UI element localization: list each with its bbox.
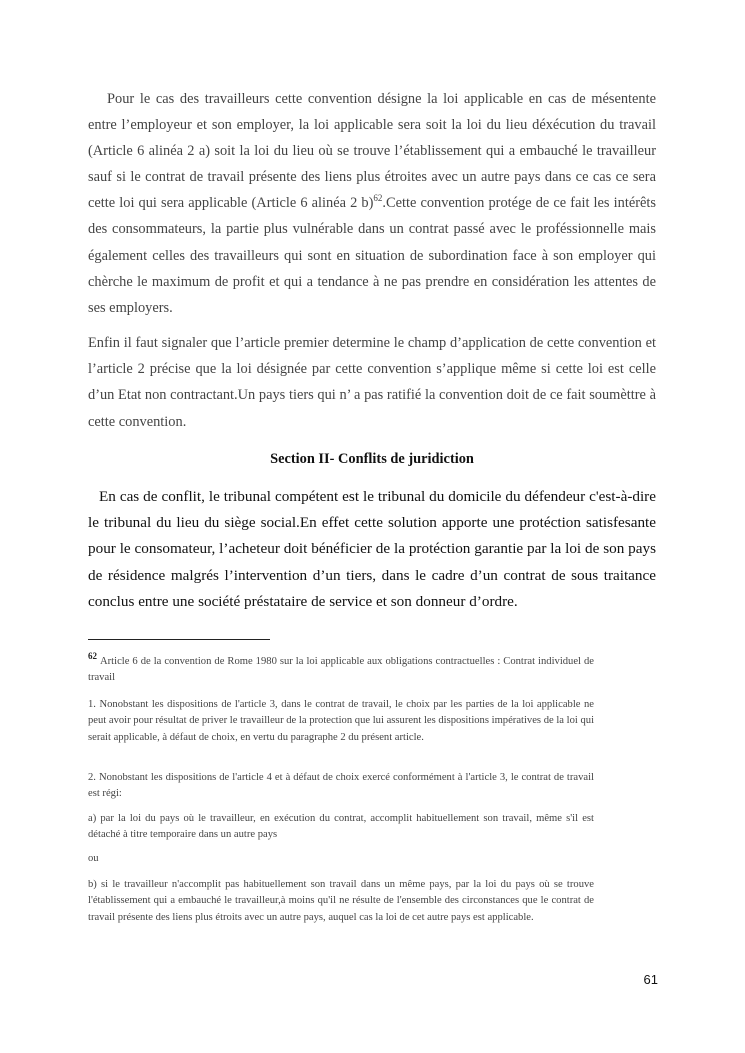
footnote-separator (88, 639, 270, 640)
body-paragraph-2: Enfin il faut signaler que l’article premier determine le champ d’application de cette convention et l’article 2 précise que la loi désignée par cette convention s’applique même si cette loi est celle d’un Etat non contractant.Un pays tiers qui n’ a pas ratifié la convention doit de ce fait soumèttre à cette convention. (88, 335, 656, 430)
footnote-ou: ou (88, 853, 99, 864)
section-heading: Section II- Conflits de juridiction (270, 451, 474, 467)
page-number: 61 (643, 972, 658, 987)
paragraph-1-text-end: .Cette convention protége de ce fait les intérêts des consommateurs, la partie plus vulnérable dans un contrat passé avec le proféssionnelle mais également celles des travailleurs qui sont en situation de subordination face à son employer qui chèrche le maximum de profit et qui a tendance à ne pas prendre en considération les attentes de ses employers. (88, 195, 656, 316)
footnote-item-b: b) si le travailleur n'accomplit pas habituellement son travail dans un même pays, par la loi du pays où se trouve l'établissement qui a embauché le travailleur,à moins qu'il ne résulte de l'ensemble des circonstances que le contrat de travail présente des liens plus étroits avec un autre pays, auquel cas la loi de cet autre pays est applicable. (88, 879, 594, 923)
footnote-item-a: a) par la loi du pays où le travailleur, en exécution du contrat, accomplit habituellement son travail, même s'il est détaché à titre temporaire dans un autre pays (88, 813, 594, 841)
footnote-paragraph-1: 1. Nonobstant les dispositions de l'article 3, dans le contrat de travail, le choix par les parties de la loi applicable ne peut avoir pour résultat de priver le travailleur de la protection que lui assurent les dispositions impératives de la loi qui serait applicable, à défaut de choix, en vertu du paragraphe 2 du présent article. (88, 699, 595, 743)
footnote-intro (88, 651, 594, 687)
footnote-number: 62 (88, 651, 97, 662)
body-paragraph-1 (88, 86, 656, 321)
body-paragraph-3 (88, 484, 656, 615)
paragraph-1-text-start: Pour le cas des travailleurs cette convention désigne la loi applicable en cas de mésentente entre l’employeur et son employer, la loi applicable sera soit la loi du lieu déxécution du travail (Article 6 alinéa 2 a) soit la loi du lieu où se trouve l’établissement qui a embauché le travailleur sauf si le contrat de travail présente des liens plus étroites avec un autre pays dans ce cas ce sera cette loi qui sera applicable (Article 6 alinéa 2 b) (88, 91, 656, 212)
footnote-reference-62[interactable]: 62 (373, 193, 383, 204)
footnote-paragraph-2: 2. Nonobstant les dispositions de l'article 4 et à défaut de choix exercé conformément à l'article 3, le contrat de travail est régi: (88, 772, 594, 800)
footnote-intro-text: Article 6 de la convention de Rome 1980 sur la loi applicable aux obligations contractuelles : Contrat individuel de travail (88, 656, 594, 684)
paragraph-3-text: En cas de conflit, le tribunal compétent est le tribunal du domicile du défendeur c'est-à-dire le tribunal du lieu du siège social.En effet cette solution apporte une protéction satisfesante pour le consomateur, l’acheteur doit bénéficier de la protéction garantie par la loi de son pays de résidence malgrés l’intervention d’un tiers, dans le cadre d’un contrat de sous traitance conclus entre une société préstataire de service et son donneur d’ordre. (88, 488, 656, 610)
